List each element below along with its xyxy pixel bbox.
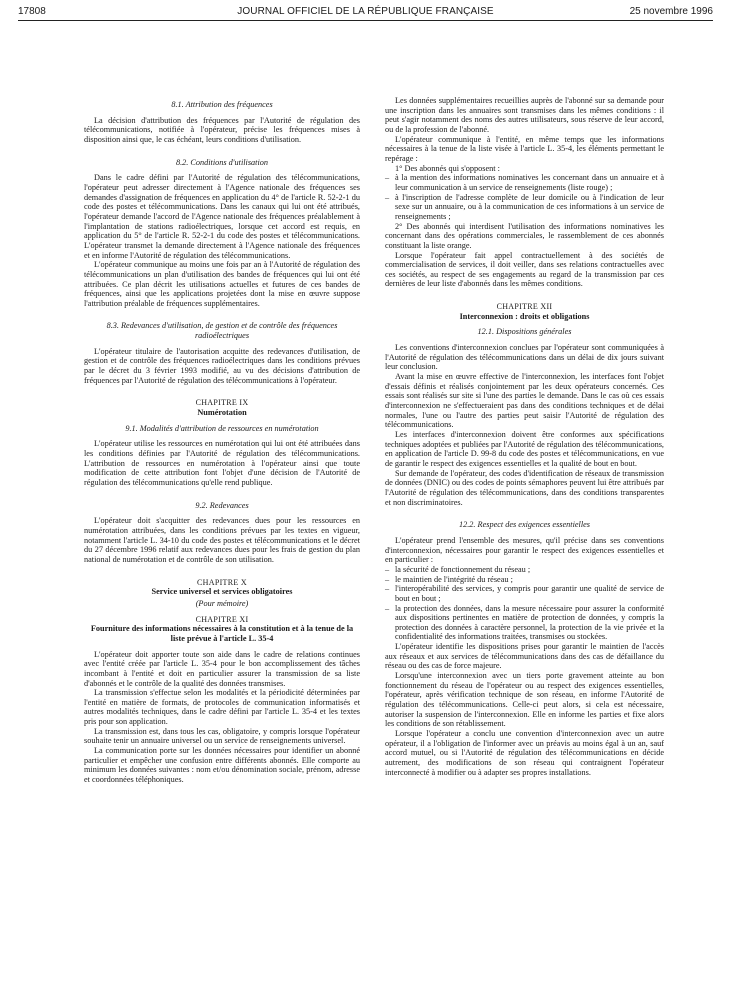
paragraph: La communication porte sur les données nécessaires pour identifier un abonné particulier et empêcher une confusion entre différents abonnés. Elle comporte au minimum les données suivantes : nom et/ou dénomination sociale, prénom, adresse et coordonnées téléphoniques. xyxy=(84,746,360,785)
chapter-title-12: Interconnexion : droits et obligations xyxy=(459,311,590,321)
list-item: – le maintien de l'intégrité du réseau ; xyxy=(385,575,664,585)
paragraph: L'opérateur communique à l'entité, en même temps que les informations nécessaires à la tenue de la liste visée à l'article L. 35-4, les éléments permettant le repérage : xyxy=(385,134,664,163)
paragraph: L'opérateur identifie les dispositions prises pour garantir le maintien de l'accès aux réseaux et aux services de télécommunications dans des cas de défaillance du réseau ou des cas de force majeure. xyxy=(385,642,664,671)
paragraph: Les interfaces d'interconnexion doivent être conformes aux spécifications techniques adoptées et publiées par l'Autorité de régulation des télécommunications, en application de l'article D. 99-8 du code des postes et télécommunications, en vue de garantir le respect des exigences essentielles et la qualité de bout en bout. xyxy=(385,430,664,468)
paragraph: L'opérateur communique au moins une fois par an à l'Autorité de régulation des télécommunications un plan d'utilisation des bandes de fréquences qui lui ont été attribuées. Ce plan décrit les utilisations actuelles et futures de ces bandes de fréquences, ainsi que les applications projetées dont la mise en œuvre suppose l'attribution préalable de fréquences supplémentaires. xyxy=(84,260,360,308)
paragraph: Avant la mise en œuvre effective de l'interconnexion, les interfaces font l'objet d'essais définis et réalisés conjointement par les deux opérateurs concernés. Ces essais sont réalisés sur site si l'une des parties le demande. Dans le cas où ces essais d'interconnexion ne s'effectueraient pas dans des conditions techniques et de délai normales, l'une ou l'autre des parties peut saisir l'Autorité de régulation des télécommunications. xyxy=(385,372,664,430)
chapter-title-9: Numérotation xyxy=(197,408,247,418)
list-item: – la protection des données, dans la mesure nécessaire pour assurer la conformité aux dispositions pertinentes en matière de protection de données, y compris la protection des données à caractère personnel, la protection de la vie privée et la confidentialité des informations traitées, transmises ou stockées. xyxy=(385,604,664,643)
chapter-title-11: Fourniture des informations nécessaires à la constitution et à la tenue de la liste prévue à l'article L. 35-4 xyxy=(90,624,354,643)
paragraph: Les données supplémentaires recueillies auprès de l'abonné sur sa demande pour une inscription dans les annuaires sont transmises dans les mêmes conditions : il peut s'agir notamment des noms des autres utilisateurs, sous réserve de leur accord, ou de la profession de l'abonné. xyxy=(385,96,664,134)
list-item: – à l'inscription de l'adresse complète de leur domicile ou à l'indication de leur sexe sur un annuaire, ou à la communication de ces informations à un service de renseignements ; xyxy=(385,193,664,222)
paragraph: Dans le cadre défini par l'Autorité de régulation des télécommunications, l'opérateur peut adresser directement à l'Agence nationale des fréquences ses demandes d'assignation de fréquences en application du 4° de l'article R. 52-2-1 du code des postes et télécommunications. Dans les canaux qui lui ont été attribués, l'opérateur demande l'accord de l'Agence nationale des fréquences préalablement à l'implantation de stations radioélectriques, lorsque cet accord est requis, en application du 5° de l'article R. 52-2-1 du code des postes et télécommunications. L'opérateur transmet la demande directement à l'Agence nationale des fréquences et en informe l'Autorité de régulation des télécommunications. xyxy=(84,173,360,260)
page-number: 17808 xyxy=(18,6,46,17)
header-rule xyxy=(18,20,713,21)
chapter-label-9: CHAPITRE IX xyxy=(195,398,249,408)
section-heading-8-3: 8.3. Redevances d'utilisation, de gestion et de contrôle des fréquences radioélectriques xyxy=(106,321,338,341)
paragraph: L'opérateur titulaire de l'autorisation acquitte des redevances d'utilisation, de gestion et de contrôle des fréquences radioélectriques dans les conditions prévues par le décret du 3 février 1993 modifié, au vu des décisions d'attribution de fréquences par l'Autorité de régulation des télécommunications à l'opérateur. xyxy=(84,346,360,385)
paragraph: Sur demande de l'opérateur, des codes d'identification de réseaux de transmission de données (DNIC) ou des codes de points sémaphores peuvent lui être attribués par l'Autorité de régulation des télécommunications, dans des conditions transparentes et non discriminatoires. xyxy=(385,468,664,507)
section-heading-12-1: 12.1. Dispositions générales xyxy=(477,327,572,337)
section-heading-12-2: 12.2. Respect des exigences essentielles xyxy=(458,520,591,530)
chapter-label-11: CHAPITRE XI xyxy=(195,614,249,624)
paragraph: Lorsque l'opérateur fait appel contractuellement à des sociétés de commercialisation de services, il doit veiller, dans ses relations contractuelles avec ces sociétés, au respect de ses engagements au regard de la transmission par ces dernières de leur liste d'abonnés dans les mêmes conditions. xyxy=(385,250,664,289)
left-column xyxy=(84,92,360,785)
paragraph: Lorsque l'opérateur a conclu une convention d'interconnexion avec un autre opérateur, il a l'obligation de l'informer avec un préavis au moins égal à un an, sauf accord mutuel, ou si l'Autorité de régulation des télécommunications en décide autrement, des modifications de son réseau qui contraignent l'opérateur interconnecté à modifier ou à adapter ses propres installations. xyxy=(385,729,664,777)
list-item: – à la mention des informations nominatives les concernant dans un annuaire et à leur communication à un service de renseignements (liste rouge) ; xyxy=(385,173,664,192)
paragraph: L'opérateur prend l'ensemble des mesures, qu'il précise dans ses conventions d'interconnexion, nécessaires pour garantir le respect des exigences essentielles et en particulier : xyxy=(385,535,664,565)
paragraph: Lorsqu'une interconnexion avec un tiers porte gravement atteinte au bon fonctionnement du réseau de l'opérateur ou au respect des exigences essentielles, l'opérateur, après vérification technique de son réseau, en informe l'Autorité de régulation des télécommunications. Celle-ci peut alors, si cela est nécessaire, autoriser la suspension de l'interconnexion. Elle en informe les parties et fixe alors les conditions de son rétablissement. xyxy=(385,671,664,729)
journal-title: JOURNAL OFFICIEL DE LA RÉPUBLIQUE FRANÇAISE xyxy=(237,6,494,17)
paragraph: 2° Des abonnés qui interdisent l'utilisation des informations nominatives les concernant dans des opérations commerciales, le rassemblement de ces abonnés constituant la liste orange. xyxy=(385,221,664,250)
page-header xyxy=(18,4,713,20)
right-column xyxy=(385,96,664,777)
paragraph: 1° Des abonnés qui s'opposent : xyxy=(395,163,500,173)
section-heading-9-2: 9.2. Redevances xyxy=(195,500,249,510)
section-heading-9-1: 9.1. Modalités d'attribution de ressources en numérotation xyxy=(125,423,319,433)
paragraph: L'opérateur utilise les ressources en numérotation qui lui ont été attribuées dans les conditions définies par l'Autorité de régulation des télécommunications. L'attribution de ressources en numérotation à l'opérateur ainsi que toute modification de cette attribution font l'objet d'une décision de l'Autorité de régulation des télécommunications qu'elle rend publique. xyxy=(84,439,360,487)
chapter-title-10: Service universel et services obligatoires xyxy=(151,587,293,597)
section-heading-8-1: 8.1. Attribution des fréquences xyxy=(171,100,273,109)
list-item: – l'interopérabilité des services, y compris pour garantir une qualité de service de bout en bout ; xyxy=(385,584,664,603)
chapter-label-10: CHAPITRE X xyxy=(197,577,247,587)
publication-date: 25 novembre 1996 xyxy=(629,6,713,17)
chapter-subtitle-10: (Pour mémoire) xyxy=(195,598,249,608)
paragraph: La transmission s'effectue selon les modalités et la périodicité déterminées par l'entité en matière de formats, de protocoles de communication informatisés et autres modalités techniques, dans le cadre défini par l'article L. 35-4 et les textes pris pour son application. xyxy=(84,688,360,727)
list-item: – la sécurité de fonctionnement du réseau ; xyxy=(385,565,664,575)
paragraph: L'opérateur doit s'acquitter des redevances dues pour les ressources en numérotation attribuées, dans les conditions prévues par les textes en vigueur, notamment l'article L. 34-10 du code des postes et télécommunications et le décret du 27 décembre 1996 relatif aux redevances dues pour les frais de gestion du plan national de numérotation et de contrôle de son utilisation. xyxy=(84,516,360,564)
paragraph: Les conventions d'interconnexion conclues par l'opérateur sont communiquées à l'Autorité de régulation des télécommunications dans un délai de dix jours suivant leur conclusion. xyxy=(385,343,664,372)
paragraph: L'opérateur doit apporter toute son aide dans le cadre de relations continues avec l'entité créée par l'article L. 35-4 pour le bon accomplissement des tâches incombant à l'entité et doit en particulier assurer la transmission de sa liste d'abonnés et le contrôle de la qualité des données transmises. xyxy=(84,649,360,688)
chapter-label-12: CHAPITRE XII xyxy=(496,302,553,312)
section-heading-8-2: 8.2. Conditions d'utilisation xyxy=(175,157,269,167)
paragraph: La transmission est, dans tous les cas, obligatoire, y compris lorsque l'opérateur souhaite tenir un annuaire universel ou un service de renseignements universel. xyxy=(84,726,360,746)
paragraph: La décision d'attribution des fréquences par l'Autorité de régulation des télécommunications, notifiée à l'opérateur, précise les fréquences mises à disposition ainsi que, le cas échéant, leurs conditions d'utilisation. xyxy=(84,115,360,144)
